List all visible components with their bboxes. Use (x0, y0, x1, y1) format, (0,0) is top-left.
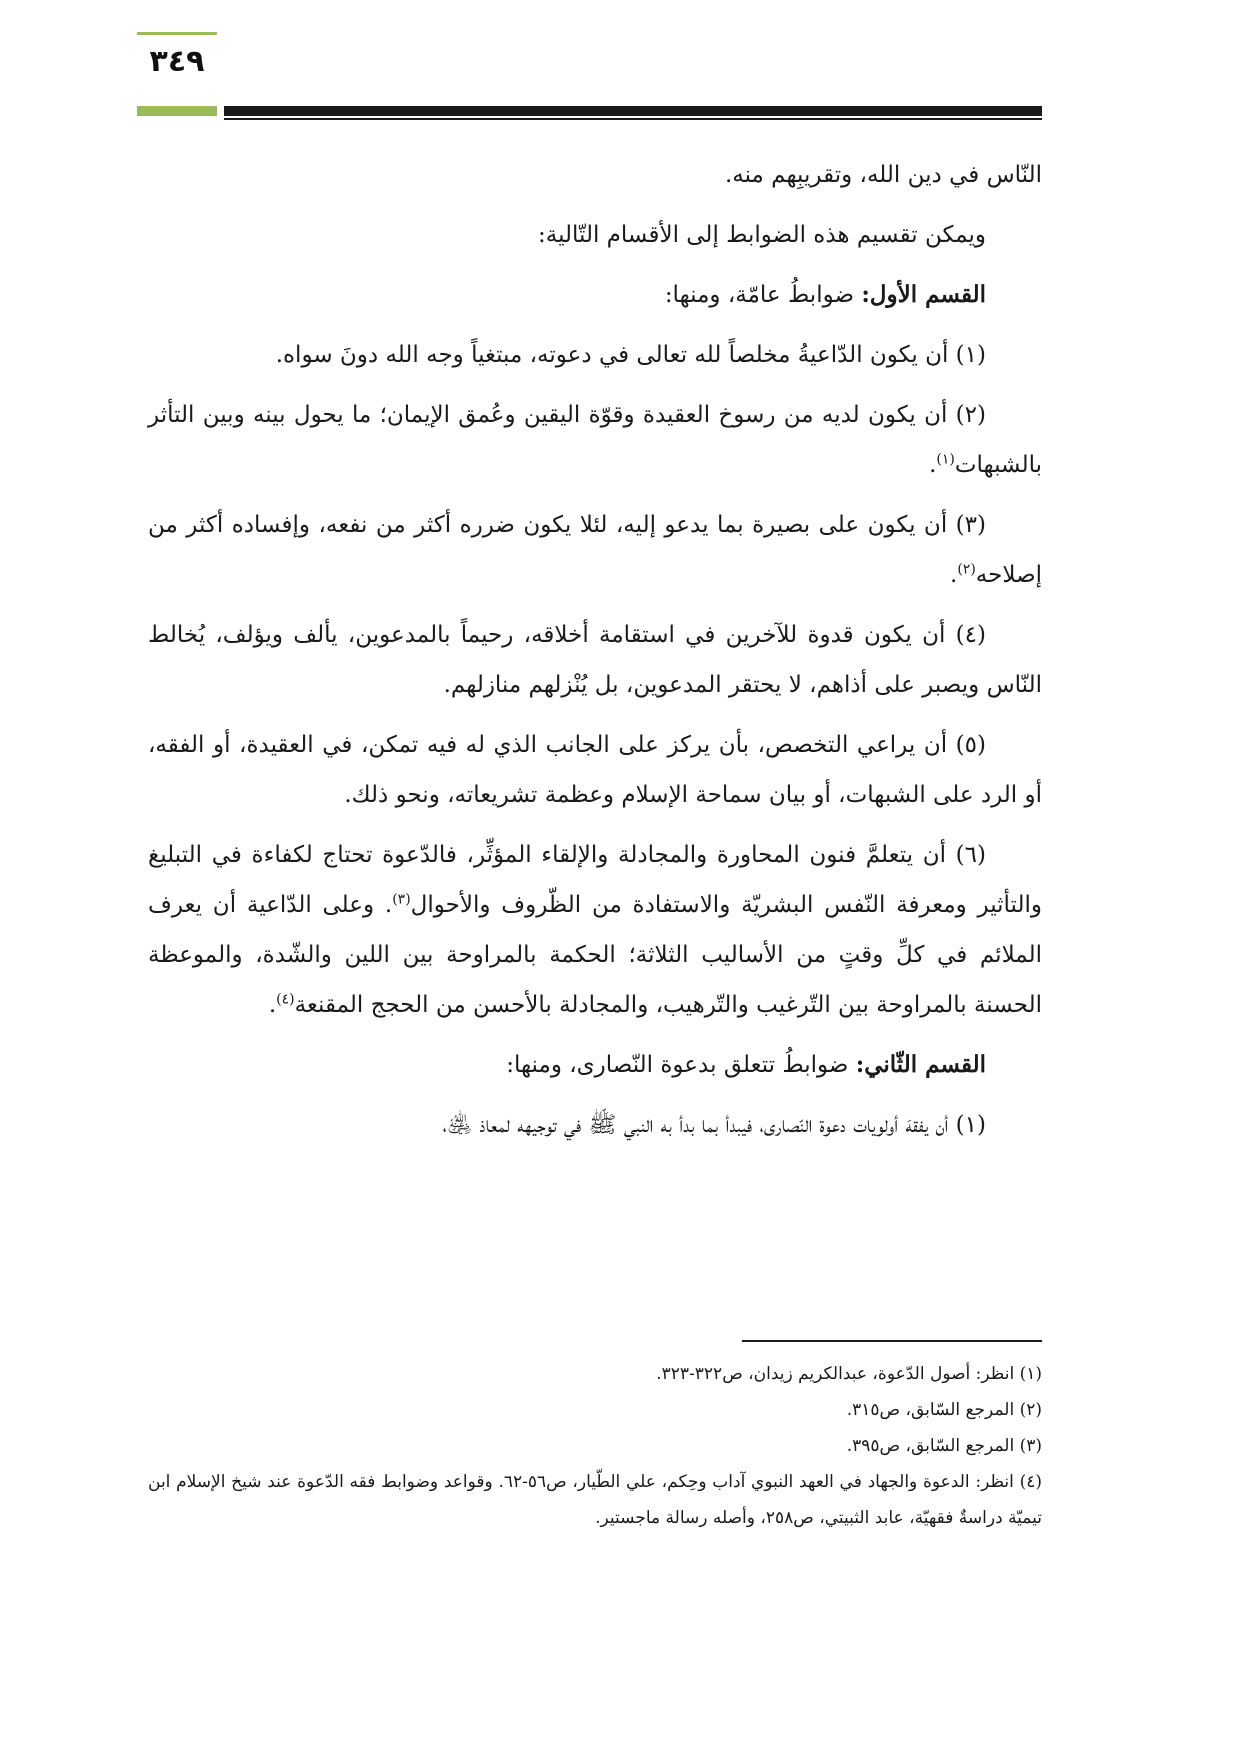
list-item: (٢) أن يكون لديه من رسوخ العقيدة وقوّة اليقين وعُمق الإيمان؛ ما يحول بينه وبين التأثر بالشبهات$^{(١)}$. (148, 402, 1042, 478)
list-item: (٤) أن يكون قدوة للآخرين في استقامة أخلاقه، رحيماً بالمدعوين، يألف ويؤلف، يُخالط النّاس ويصبر على أذاهم، لا يحتقر المدعوين، بل يُنْزلهم منازلهم. (148, 622, 1042, 698)
paragraph-continuation: النّاس في دين الله، وتقريبِهم منه. (724, 162, 1042, 188)
list-item-text: (٣) أن يكون على بصيرة بما يدعو إليه، لئلا يكون ضرره أكثر من نفعه، وإفساده أكثر من إصلاحه (148, 512, 1042, 588)
header-black-bar (224, 106, 1042, 116)
footnote-ref[interactable]: (٤) (276, 991, 295, 1008)
header-black-thin-line (224, 118, 1042, 120)
footnote-separator (742, 1340, 1042, 1342)
footnote-ref[interactable]: (١) (936, 451, 955, 468)
list-item-text: (٦) أن يتعلمَّ فنون المحاورة والمجادلة والإلقاء المؤثِّر، فالدّعوة تحتاج لكفاءة في التبليغ والتأثير ومعرفة النّفس البشريّة والاستفادة من الظّروف والأحوال (148, 842, 1042, 918)
footnotes (148, 1356, 1042, 1536)
list-item: (٥) أن يراعي التخصص، بأن يركز على الجانب الذي له فيه تمكن، في العقيدة، أو الفقه، أو الرد على الشبهات، أو بيان سماحة الإسلام وعظمة تشريعاته، ونحو ذلك. (148, 732, 1042, 808)
header-green-top-line (137, 32, 217, 35)
footnote: (٣) المرجع السّابق، ص٣٩٥. (846, 1436, 1042, 1456)
header-green-bottom-bar (137, 106, 217, 116)
list-item: (١) أن يفقهَ أولويات دعوة النّصارى، فيبدأ بما بدأ به النبي ﷺ في توجيهه لمعاذ ﵁، (442, 1112, 986, 1138)
section-heading-1 (148, 270, 1042, 320)
footnote: (٢) المرجع السّابق، ص٣١٥. (846, 1400, 1042, 1420)
section-2-text: ضوابطُ تتعلق بدعوة النّصارى، ومنها: (506, 1052, 856, 1078)
list-item: (١) أن يكون الدّاعيةُ مخلصاً لله تعالى في دعوته، مبتغياً وجه الله دونَ سواه. (275, 342, 986, 368)
footnote-ref[interactable]: (٢) (957, 561, 976, 578)
page-number: ٣٤٩ (149, 44, 205, 79)
list-item: (٦) أن يتعلمَّ فنون المحاورة والمجادلة والإلقاء المؤثِّر، فالدّعوة تحتاج لكفاءة في التبليغ والتأثير ومعرفة النّفس البشريّة والاستفادة من الظّروف والأحوال$^{(٣)}$. وعلى الدّاعية أن يعرف الملائم في كلِّ وقتٍ من الأساليب الثلاثة؛ الحكمة بالمراوحة بين اللين والشّدة، والموعظة الحسنة بالمراوحة بين التّرغيب والتّرهيب، والمجادلة بالأحسن من الحجج المقنعة$^{(٤)}$. (148, 842, 1042, 1018)
section-1-title: القسم الأول: (861, 281, 986, 308)
paragraph-intro: ويمكن تقسيم هذه الضوابط إلى الأقسام التّالية: (538, 222, 986, 248)
section-2-title: القسم الثّاني: (855, 1051, 986, 1078)
body-text (148, 150, 1042, 1160)
list-item: (٣) أن يكون على بصيرة بما يدعو إليه، لئلا يكون ضرره أكثر من نفعه، وإفساده أكثر من إصلاحه$^{(٢)}$. (148, 512, 1042, 588)
list-item-text-continued: . وعلى الدّاعية أن يعرف الملائم في كلِّ وقتٍ من الأساليب الثلاثة؛ الحكمة بالمراوحة بين اللين والشّدة، والموعظة الحسنة بالمراوحة بين التّرغيب والتّرهيب، والمجادلة بالأحسن من الحجج المقنعة (148, 892, 1042, 1018)
footnote-ref[interactable]: (٣) (392, 891, 411, 908)
list-item-text: (٢) أن يكون لديه من رسوخ العقيدة وقوّة اليقين وعُمق الإيمان؛ ما يحول بينه وبين التأثر بالشبهات (148, 402, 1042, 478)
footnote: (١) انظر: أصول الدّعوة، عبدالكريم زيدان، ص٣٢٢-٣٢٣. (656, 1364, 1042, 1384)
section-1-text: ضوابطُ عامّة، ومنها: (664, 282, 862, 308)
footnote: (٤) انظر: الدعوة والجهاد في العهد النبوي آداب وحِكم، علي الطّيار، ص٥٦-٦٢. وقواعد وضوابط فقه الدّعوة عند شيخ الإسلام ابن تيميّة دراسةٌ فقهيّة، عابد الثبيتي، ص٢٥٨، وأصله رسالة ماجستير. (148, 1472, 1042, 1528)
section-heading-2 (148, 1040, 1042, 1090)
